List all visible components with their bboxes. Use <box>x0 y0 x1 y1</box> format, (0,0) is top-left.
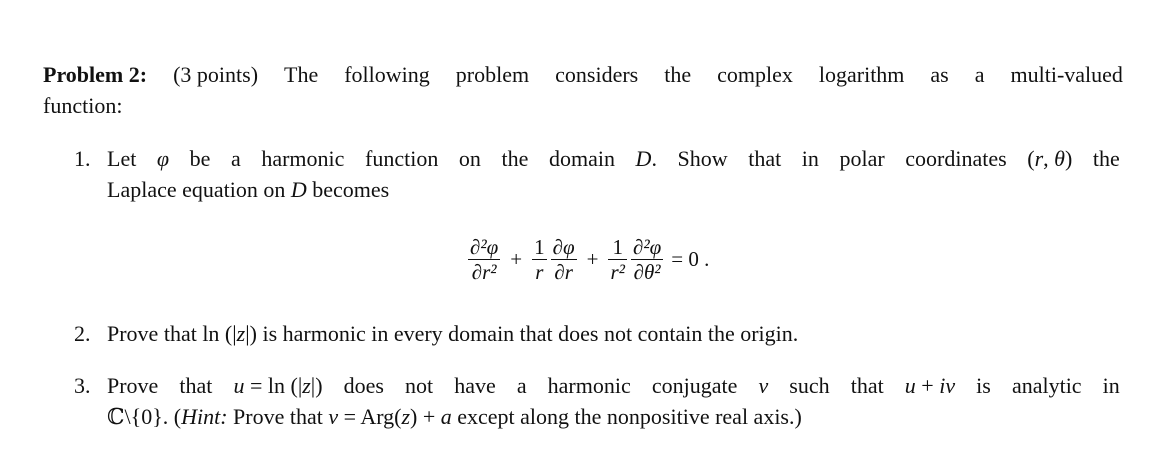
fraction-term-3b: $\frac{\text{∂²φ}}{\text{∂θ²}}$ <box>632 234 662 284</box>
word: The <box>284 62 319 87</box>
word: function <box>365 146 439 171</box>
item-number: 1. <box>74 146 91 171</box>
word: coordinates <box>905 146 1007 171</box>
word: conjugate <box>651 373 738 398</box>
problem-title: Problem 2: <box>43 62 148 87</box>
word: is <box>976 373 991 398</box>
word: (3 points) <box>173 62 259 87</box>
list-item-1 <box>74 143 1120 205</box>
word: have <box>454 373 496 398</box>
list-item-3 <box>74 370 1120 433</box>
word: in <box>801 146 819 171</box>
item-1-line-1 <box>107 143 1120 174</box>
equation-rhs: = 0 . <box>671 246 710 271</box>
word: be <box>189 146 211 171</box>
fraction-term-2a: $\frac{1}{r}$ <box>534 234 545 284</box>
word: v <box>758 373 769 398</box>
word: the <box>501 146 529 171</box>
word: not <box>405 373 434 398</box>
word: (r, θ) <box>1027 146 1073 171</box>
fraction-term-2b: $\frac{\partial\varphi}{\partial r}$ <box>552 234 575 284</box>
laplace-equation <box>466 229 709 289</box>
word: a <box>974 62 985 87</box>
word: such <box>789 373 830 398</box>
word: a <box>516 373 527 398</box>
word: polar <box>839 146 885 171</box>
word: φ <box>156 146 170 171</box>
word: problem <box>455 62 530 87</box>
item-3-line-1 <box>107 370 1120 401</box>
word: u + iv <box>904 373 956 398</box>
word: following <box>344 62 430 87</box>
word: the <box>664 62 692 87</box>
word: considers <box>555 62 639 87</box>
item-number: 3. <box>74 373 91 398</box>
list-item-2 <box>74 318 1120 349</box>
word: Show <box>677 146 728 171</box>
word: the <box>1092 146 1120 171</box>
word: D. <box>635 146 657 171</box>
problem-statement <box>43 59 1123 121</box>
word: u = ln (|z|) <box>233 373 323 398</box>
word: domain <box>548 146 615 171</box>
item-number: 2. <box>74 321 91 346</box>
plus-sign: + <box>586 246 599 271</box>
item-1-line-2: Laplace equation on D becomes <box>107 177 390 202</box>
word: does <box>343 373 384 398</box>
word: that <box>179 373 213 398</box>
word: that <box>850 373 884 398</box>
word: on <box>458 146 481 171</box>
word: logarithm <box>818 62 905 87</box>
word: multi-valued <box>1010 62 1123 87</box>
word: analytic <box>1011 373 1082 398</box>
word: a <box>231 146 241 171</box>
item-3-line-2: ℂ\{0}. (Hint: Prove that v = Arg(z) + a except along the nonpositive real axis.) <box>107 404 802 430</box>
word: harmonic <box>261 146 345 171</box>
fraction-term-3a: $\frac{1}{\text{r²}}$ <box>610 234 625 284</box>
fraction-term-1: $\frac{\text{∂²φ}}{\text{∂r²}}$ <box>470 234 499 284</box>
problem-intro-line <box>173 59 1123 90</box>
problem-intro-continuation: function: <box>43 93 123 118</box>
word: Prove <box>107 373 159 398</box>
plus-sign: + <box>510 246 523 271</box>
word: Let <box>107 146 137 171</box>
word: in <box>1102 373 1120 398</box>
word: as <box>930 62 949 87</box>
word: that <box>748 146 782 171</box>
word: complex <box>717 62 793 87</box>
item-2-line-1: Prove that ln (|z|) is harmonic in every domain that does not contain the origin. <box>107 321 799 346</box>
word: harmonic <box>547 373 631 398</box>
problem-header-line <box>43 59 1123 90</box>
